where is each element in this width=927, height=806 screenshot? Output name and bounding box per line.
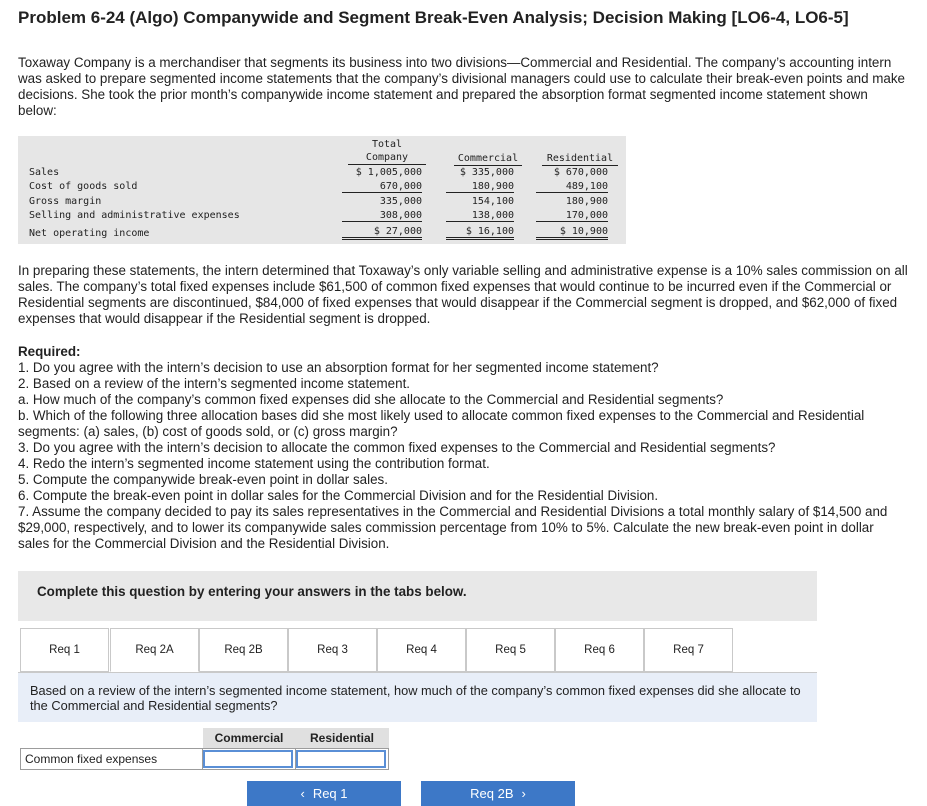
next-req-label: Req 2B <box>470 786 514 801</box>
tab-panel <box>18 672 817 722</box>
header-total-line2: Company <box>348 151 426 165</box>
row-label-common-fixed: Common fixed expenses <box>21 749 203 770</box>
cell-gm-residential: 180,900 <box>565 196 608 207</box>
requirement-item: 3. Do you agree with the intern’s decision to allocate the common fixed expenses to the Commercial and Residential segments? <box>18 440 776 455</box>
intro-text: Toxaway Company is a merchandiser that segments its business into two divisions—Commercial and Residential. The company’s accounting intern was asked to prepare segmented income statements that the company’s divisional managers could use to calculate their break-even points and make decisions. She took the prior month’s companywide income statement and prepared the absorption format segmented income statement shown below: <box>18 55 906 118</box>
requirement-item: 6. Compute the break-even point in dollar sales for the Commercial Division and for the Residential Division. <box>18 488 659 503</box>
instruction-banner <box>18 571 817 621</box>
prev-req-button[interactable] <box>247 781 401 806</box>
cell-cogs-commercial: 180,900 <box>446 181 514 193</box>
requirement-item: b. Which of the following three allocation bases did she most likely used to allocate common fixed expenses to the Commercial and Residential segments: (a) sales, (b) cost of goods sold, or (c) gross margin? <box>18 408 865 439</box>
cell-noi-commercial: $ 16,100 <box>446 226 514 240</box>
requirements-list <box>18 360 908 552</box>
tab-req-1[interactable]: Req 1 <box>20 628 109 672</box>
cell-gm-total: 335,000 <box>379 196 422 207</box>
cell-sales-commercial: $ 335,000 <box>459 167 514 178</box>
cell-sales-residential: $ 670,000 <box>553 167 608 178</box>
cell-noi-total: $ 27,000 <box>342 226 422 240</box>
answer-table-corner <box>21 728 203 749</box>
cell-cogs-total: 670,000 <box>342 181 422 193</box>
chevron-left-icon: ‹ <box>300 786 305 801</box>
header-total-line1: Total <box>371 139 403 150</box>
commercial-cell <box>203 749 296 770</box>
cell-noi-residential: $ 10,900 <box>536 226 608 240</box>
tab-req-4[interactable]: Req 4 <box>377 628 466 672</box>
next-req-button[interactable] <box>421 781 575 806</box>
cell-sa-commercial: 138,000 <box>446 210 514 222</box>
page-title: Problem 6-24 (Algo) Companywide and Segment Break-Even Analysis; Decision Making [LO6-4, LO6-5] <box>18 8 849 27</box>
commercial-input[interactable] <box>203 750 293 768</box>
cell-sales-total: $ 1,005,000 <box>355 167 422 178</box>
instruction-text: Complete this question by entering your answers in the tabs below. <box>37 584 467 599</box>
header-total <box>348 138 426 165</box>
header-commercial: Commercial <box>454 152 522 166</box>
tab-req-2a[interactable]: Req 2A <box>110 628 199 672</box>
row-label-sales: Sales <box>29 167 60 178</box>
requirement-item: 1. Do you agree with the intern’s decision to use an absorption format for her segmented income statement? <box>18 360 659 375</box>
requirement-item: a. How much of the company’s common fixed expenses did she allocate to the Commercial and Residential segments? <box>18 392 724 407</box>
answer-table <box>20 728 389 770</box>
col-header-residential: Residential <box>296 728 389 749</box>
tab-req-5[interactable]: Req 5 <box>466 628 555 672</box>
residential-input[interactable] <box>296 750 386 768</box>
chevron-right-icon: › <box>521 786 526 801</box>
requirement-item: 4. Redo the intern’s segmented income statement using the contribution format. <box>18 456 490 471</box>
header-residential: Residential <box>542 152 618 166</box>
cell-gm-commercial: 154,100 <box>471 196 514 207</box>
requirement-item: 2. Based on a review of the intern’s segmented income statement. <box>18 376 411 391</box>
row-label-noi: Net operating income <box>29 228 150 239</box>
row-label-selling-admin: Selling and administrative expenses <box>29 210 240 221</box>
row-label-cogs: Cost of goods sold <box>29 181 138 192</box>
tab-req-6[interactable]: Req 6 <box>555 628 644 672</box>
assumptions-paragraph: In preparing these statements, the intern determined that Toxaway’s only variable selling and administrative expense is a 10% sales commission on all sales. The company’s total fixed expenses include $61,500 of common fixed expenses that would continue to be incurred even if the Commercial or Residential segments are discontinued, $84,000 of fixed expenses that would disappear if the Commercial segment is dropped, and $62,000 of fixed expenses that would disappear if the Residential segment is dropped. <box>18 263 908 326</box>
tab-req-7[interactable]: Req 7 <box>644 628 733 672</box>
required-heading: Required: <box>18 344 81 359</box>
col-header-commercial: Commercial <box>203 728 296 749</box>
prev-req-label: Req 1 <box>312 786 348 801</box>
income-statement <box>18 136 626 244</box>
tab-prompt: Based on a review of the intern’s segmented income statement, how much of the company’s common fixed expenses did she allocate to the Commercial and Residential segments? <box>30 683 801 713</box>
residential-cell <box>296 749 389 770</box>
tab-req-2b[interactable]: Req 2B <box>199 628 288 672</box>
tab-req-3[interactable]: Req 3 <box>288 628 377 672</box>
cell-sa-total: 308,000 <box>342 210 422 222</box>
requirement-item: 5. Compute the companywide break-even point in dollar sales. <box>18 472 388 487</box>
cell-cogs-residential: 489,100 <box>536 181 608 193</box>
requirement-item: 7. Assume the company decided to pay its sales representatives in the Commercial and Residential Divisions a total monthly salary of $14,500 and $29,000, respectively, and to lower its companywide sales commission percentage from 10% to 5%. Calculate the new break-even point in dollar sales for the Commercial Division and the Residential Division. <box>18 504 888 551</box>
row-label-gross-margin: Gross margin <box>29 196 102 207</box>
cell-sa-residential: 170,000 <box>536 210 608 222</box>
